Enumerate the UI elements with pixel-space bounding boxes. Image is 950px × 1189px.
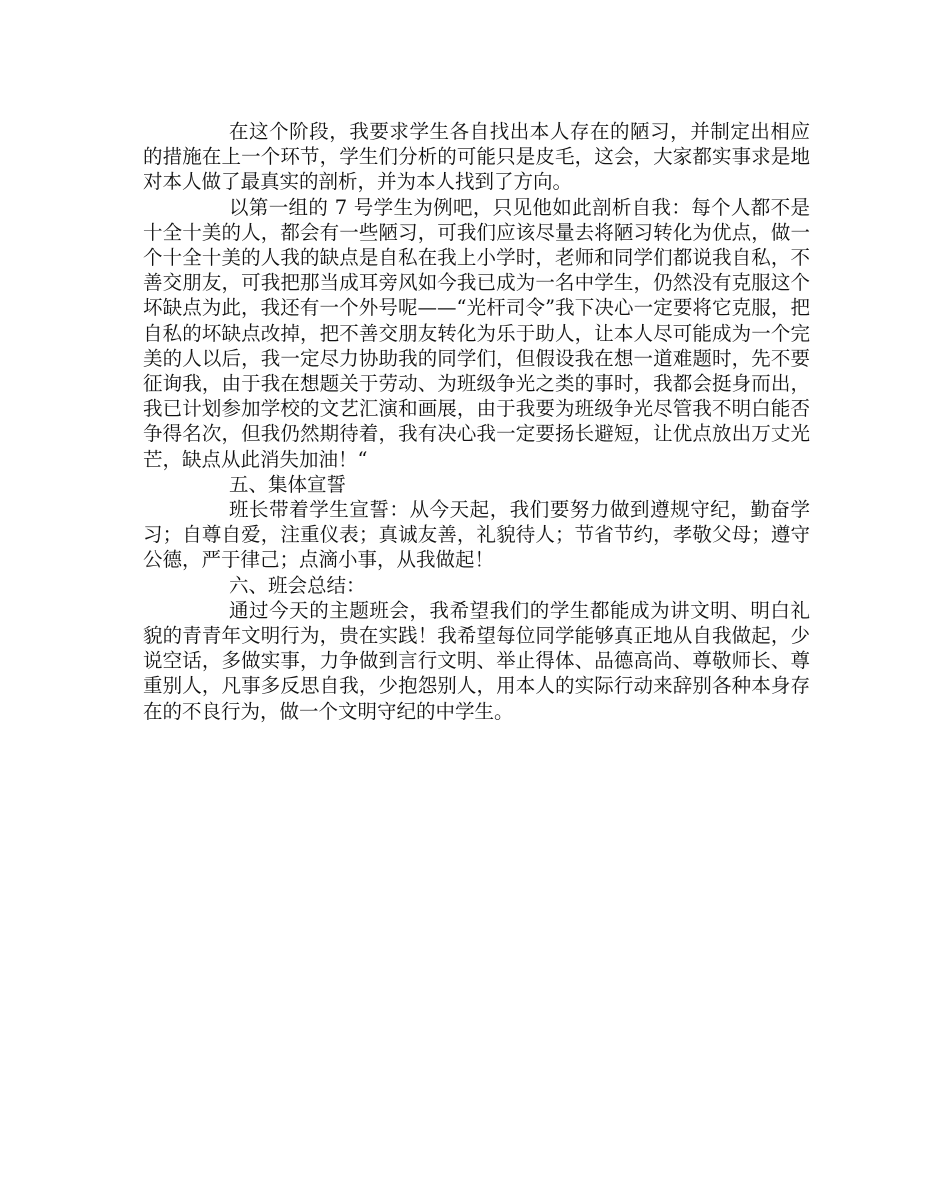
paragraph-oath-content: 班长带着学生宣誓：从今天起，我们要努力做到遵规守纪，勤奋学习；自尊自爱，注重仪表；真诚友善，礼貌待人；节省节约，孝敬父母；遵守公德，严于律己；点滴小事，从我做起！ <box>143 498 810 572</box>
paragraph-reflection-stage: 在这个阶段，我要求学生各自找出本人存在的陋习，并制定出相应的措施在上一个环节，学生们分析的可能只是皮毛，这会，大家都实事求是地对本人做了最真实的剖析，并为本人找到了方向。 <box>143 120 810 194</box>
document-body <box>143 119 810 724</box>
paragraph-student-self-analysis: 以第一组的 7 号学生为例吧，只见他如此剖析自我：每个人都不是十全十美的人，都会有一些陋习，可我们应该尽量去将陋习转化为优点，做一个十全十美的人我的缺点是自私在我上小学时，老师和同学们都说我自私，不善交朋友，可我把那当成耳旁风如今我已成为一名中学生，仍然没有克服这个坏缺点为此，我还有一个外号呢——“光杆司令”我下决心一定要将它克服，把自私的坏缺点改掉，把不善交朋友转化为乐于助人，让本人尽可能成为一个完美的人以后，我一定尽力协助我的同学们，但假设我在想一道难题时，先不要征询我，由于我在想题关于劳动、为班级争光之类的事时，我都会挺身而出，我已计划参加学校的文艺汇演和画展，由于我要为班级争光尽管我不明白能否争得名次，但我仍然期待着，我有决心我一定要扬长避短，让优点放出万丈光芒，缺点从此消失加油！“ <box>143 195 810 471</box>
section-heading-collective-oath: 五、集体宣誓 <box>229 472 347 496</box>
paragraph-summary-content: 通过今天的主题班会，我希望我们的学生都能成为讲文明、明白礼貌的青青年文明行为，贵在实践！我希望每位同学能够真正地从自我做起，少说空话，多做实事，力争做到言行文明、举止得体、品德高尚、尊敬师长、尊重别人，凡事多反思自我，少抱怨别人，用本人的实际行动来辞别各种本身存在的不良行为，做一个文明守纪的中学生。 <box>143 598 810 723</box>
section-heading-meeting-summary: 六、班会总结： <box>229 573 366 597</box>
